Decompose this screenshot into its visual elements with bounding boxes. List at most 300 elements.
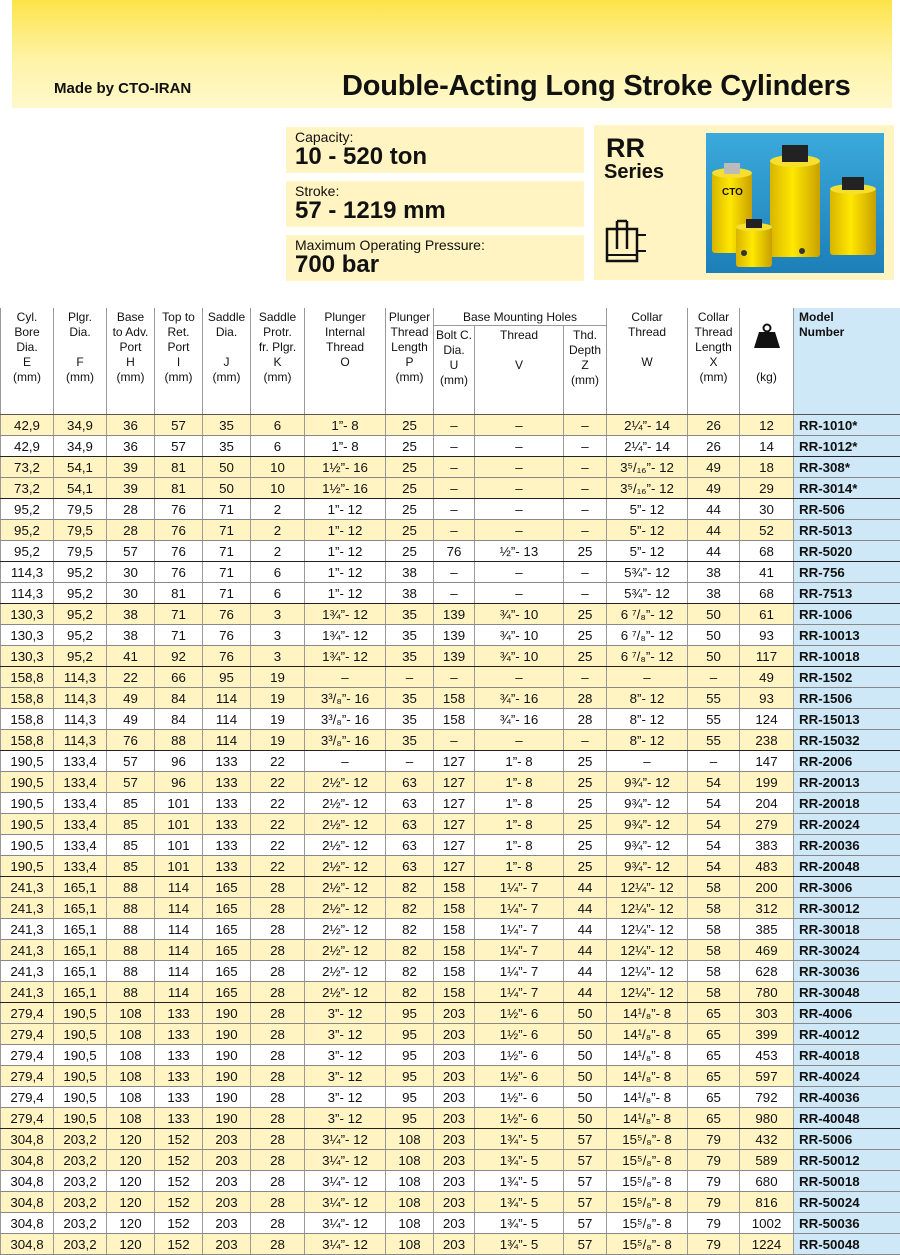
cell-mount-thread: 1¼”- 7 <box>475 898 564 919</box>
cell-base-to-adv-port: 28 <box>107 520 155 541</box>
cell-thread-depth: 44 <box>564 898 607 919</box>
table-row <box>1 1192 900 1213</box>
cell-model-number: RR-40024 <box>794 1066 900 1087</box>
table-row <box>1 919 900 940</box>
cell-mount-thread: 1½”- 6 <box>475 1045 564 1066</box>
cell-mount-thread: 1½”- 6 <box>475 1003 564 1024</box>
cell-model-number: RR-40036 <box>794 1087 900 1108</box>
cell-saddle-dia: 203 <box>203 1213 251 1234</box>
col-header-line: (mm) <box>564 373 606 388</box>
cell-saddle-protr: 28 <box>251 1150 305 1171</box>
col-header-plunger-thread-length <box>386 308 434 415</box>
cell-saddle-protr: 28 <box>251 1045 305 1066</box>
cell-base-to-adv-port: 120 <box>107 1234 155 1255</box>
cell-bolt-circle-dia: 203 <box>434 1129 475 1150</box>
cell-plunger-internal-thread: 3”- 12 <box>305 1087 386 1108</box>
cell-mount-thread: 1”- 8 <box>475 772 564 793</box>
cell-bore-dia: 241,3 <box>1 877 54 898</box>
col-header-line: X <box>688 355 739 370</box>
cell-bore-dia: 42,9 <box>1 436 54 457</box>
cell-top-to-ret-port: 76 <box>155 499 203 520</box>
col-header-line: fr. Plgr. <box>251 340 304 355</box>
cell-bolt-circle-dia: 158 <box>434 688 475 709</box>
cell-model-number: RR-5013 <box>794 520 900 541</box>
cell-weight: 312 <box>740 898 794 919</box>
cell-saddle-protr: 10 <box>251 478 305 499</box>
cell-bore-dia: 279,4 <box>1 1066 54 1087</box>
cell-plunger-dia: 95,2 <box>54 604 107 625</box>
cell-plunger-internal-thread: 2½”- 12 <box>305 877 386 898</box>
cell-plunger-internal-thread: 3¼”- 12 <box>305 1150 386 1171</box>
cell-collar-thread: 9¾”- 12 <box>607 856 688 877</box>
cell-base-to-adv-port: 57 <box>107 541 155 562</box>
cell-bore-dia: 42,9 <box>1 415 54 436</box>
table-row <box>1 793 900 814</box>
cell-model-number: RR-50048 <box>794 1234 900 1255</box>
cell-plunger-internal-thread: 3”- 12 <box>305 1024 386 1045</box>
table-row <box>1 898 900 919</box>
cell-weight: 68 <box>740 541 794 562</box>
cell-saddle-dia: 76 <box>203 604 251 625</box>
cell-base-to-adv-port: 85 <box>107 793 155 814</box>
col-header-line: Depth <box>564 343 606 358</box>
table-row <box>1 940 900 961</box>
cell-collar-thread: 12¼”- 12 <box>607 940 688 961</box>
table-row <box>1 730 900 751</box>
cell-bore-dia: 190,5 <box>1 793 54 814</box>
cell-plunger-dia: 165,1 <box>54 940 107 961</box>
col-header-line <box>475 343 563 358</box>
cell-base-to-adv-port: 120 <box>107 1129 155 1150</box>
cell-bolt-circle-dia: 127 <box>434 772 475 793</box>
cell-mount-thread: – <box>475 583 564 604</box>
cell-top-to-ret-port: 81 <box>155 478 203 499</box>
cell-bolt-circle-dia: – <box>434 583 475 604</box>
cell-weight: 124 <box>740 709 794 730</box>
cell-bore-dia: 130,3 <box>1 604 54 625</box>
cell-collar-thread-length: 49 <box>688 457 740 478</box>
col-header-model-number <box>794 308 900 415</box>
cell-bolt-circle-dia: 158 <box>434 709 475 730</box>
cell-saddle-protr: 28 <box>251 940 305 961</box>
cell-weight: 980 <box>740 1108 794 1129</box>
cell-bolt-circle-dia: 127 <box>434 793 475 814</box>
col-header-line: Thread <box>386 325 433 340</box>
cell-base-to-adv-port: 88 <box>107 982 155 1003</box>
cell-saddle-protr: 28 <box>251 961 305 982</box>
col-header-top-to-ret-port <box>155 308 203 415</box>
cell-weight: 469 <box>740 940 794 961</box>
cell-bolt-circle-dia: 158 <box>434 982 475 1003</box>
cell-plunger-internal-thread: 3¼”- 12 <box>305 1213 386 1234</box>
cell-top-to-ret-port: 81 <box>155 457 203 478</box>
cell-plunger-dia: 79,5 <box>54 541 107 562</box>
cell-bore-dia: 190,5 <box>1 772 54 793</box>
cell-saddle-dia: 165 <box>203 919 251 940</box>
cell-top-to-ret-port: 152 <box>155 1150 203 1171</box>
cell-bolt-circle-dia: 203 <box>434 1192 475 1213</box>
cell-plunger-dia: 165,1 <box>54 919 107 940</box>
cell-plunger-internal-thread: – <box>305 667 386 688</box>
cell-bore-dia: 279,4 <box>1 1003 54 1024</box>
header-row <box>1 308 900 326</box>
cell-collar-thread: 5”- 12 <box>607 499 688 520</box>
cell-top-to-ret-port: 152 <box>155 1129 203 1150</box>
col-header-line: V <box>475 358 563 373</box>
cell-thread-depth: – <box>564 667 607 688</box>
cell-plunger-thread-length: 63 <box>386 835 434 856</box>
table-row <box>1 499 900 520</box>
cell-weight: 780 <box>740 982 794 1003</box>
cell-plunger-thread-length: 95 <box>386 1003 434 1024</box>
cell-saddle-dia: 190 <box>203 1108 251 1129</box>
cell-saddle-protr: 19 <box>251 730 305 751</box>
cell-mount-thread: 1¼”- 7 <box>475 877 564 898</box>
cell-top-to-ret-port: 114 <box>155 877 203 898</box>
cell-weight: 385 <box>740 919 794 940</box>
cell-plunger-internal-thread: 1”- 12 <box>305 562 386 583</box>
cell-plunger-thread-length: 25 <box>386 415 434 436</box>
cell-top-to-ret-port: 152 <box>155 1192 203 1213</box>
cell-bore-dia: 95,2 <box>1 541 54 562</box>
cell-weight: 303 <box>740 1003 794 1024</box>
col-header-line: Port <box>155 340 202 355</box>
cell-bolt-circle-dia: – <box>434 478 475 499</box>
table-row <box>1 856 900 877</box>
col-header-line <box>740 355 793 370</box>
table-row <box>1 1213 900 1234</box>
cell-base-to-adv-port: 120 <box>107 1171 155 1192</box>
cell-bolt-circle-dia: 203 <box>434 1066 475 1087</box>
cell-base-to-adv-port: 85 <box>107 856 155 877</box>
col-header-line: Ret. <box>155 325 202 340</box>
cell-bolt-circle-dia: – <box>434 499 475 520</box>
col-header-line: Bolt C. <box>434 328 474 343</box>
cell-thread-depth: – <box>564 415 607 436</box>
cell-plunger-dia: 133,4 <box>54 814 107 835</box>
pressure-label: Maximum Operating Pressure: <box>295 237 485 253</box>
cell-mount-thread: 1½”- 6 <box>475 1087 564 1108</box>
cell-plunger-dia: 54,1 <box>54 478 107 499</box>
cell-model-number: RR-20036 <box>794 835 900 856</box>
cell-plunger-thread-length: 25 <box>386 520 434 541</box>
col-header-line: (mm) <box>386 370 433 385</box>
col-header-line: Dia. <box>434 343 474 358</box>
cell-thread-depth: 25 <box>564 646 607 667</box>
cell-top-to-ret-port: 133 <box>155 1045 203 1066</box>
cell-thread-depth: 25 <box>564 814 607 835</box>
cell-saddle-dia: 203 <box>203 1150 251 1171</box>
cell-plunger-thread-length: 35 <box>386 688 434 709</box>
cell-base-to-adv-port: 49 <box>107 688 155 709</box>
cell-model-number: RR-5006 <box>794 1129 900 1150</box>
cell-top-to-ret-port: 57 <box>155 415 203 436</box>
cell-thread-depth: 25 <box>564 604 607 625</box>
cell-plunger-dia: 203,2 <box>54 1234 107 1255</box>
cell-model-number: RR-4006 <box>794 1003 900 1024</box>
cell-bolt-circle-dia: 203 <box>434 1087 475 1108</box>
cell-bolt-circle-dia: 127 <box>434 814 475 835</box>
cell-plunger-dia: 133,4 <box>54 856 107 877</box>
col-header-line: Saddle <box>251 310 304 325</box>
cell-mount-thread: 1¼”- 7 <box>475 919 564 940</box>
cell-collar-thread: 8”- 12 <box>607 730 688 751</box>
cell-plunger-internal-thread: 3³/₈”- 16 <box>305 688 386 709</box>
cell-bolt-circle-dia: 203 <box>434 1108 475 1129</box>
cell-collar-thread: 12¼”- 12 <box>607 877 688 898</box>
cell-top-to-ret-port: 152 <box>155 1213 203 1234</box>
cell-bolt-circle-dia: 76 <box>434 541 475 562</box>
cell-plunger-thread-length: 35 <box>386 730 434 751</box>
cell-model-number: RR-40048 <box>794 1108 900 1129</box>
cell-collar-thread-length: – <box>688 667 740 688</box>
cell-saddle-dia: 190 <box>203 1024 251 1045</box>
cell-thread-depth: 50 <box>564 1003 607 1024</box>
cell-plunger-internal-thread: 2½”- 12 <box>305 856 386 877</box>
cell-collar-thread-length: 38 <box>688 583 740 604</box>
table-row <box>1 982 900 1003</box>
cell-plunger-thread-length: 108 <box>386 1150 434 1171</box>
cell-plunger-internal-thread: 1½”- 16 <box>305 478 386 499</box>
col-header-plunger-internal-thread <box>305 308 386 415</box>
cell-thread-depth: 44 <box>564 940 607 961</box>
cell-model-number: RR-20024 <box>794 814 900 835</box>
cell-plunger-thread-length: 63 <box>386 814 434 835</box>
cell-weight: 29 <box>740 478 794 499</box>
cell-bore-dia: 114,3 <box>1 562 54 583</box>
cell-plunger-internal-thread: 2½”- 12 <box>305 919 386 940</box>
col-header-line: (mm) <box>203 370 250 385</box>
cell-weight: 147 <box>740 751 794 772</box>
col-header-line: Dia. <box>203 325 250 340</box>
cell-collar-thread-length: 55 <box>688 688 740 709</box>
cell-weight: 52 <box>740 520 794 541</box>
cell-base-to-adv-port: 88 <box>107 877 155 898</box>
cell-saddle-dia: 190 <box>203 1045 251 1066</box>
cell-bore-dia: 241,3 <box>1 898 54 919</box>
cell-collar-thread-length: 26 <box>688 436 740 457</box>
cell-bore-dia: 241,3 <box>1 940 54 961</box>
cell-saddle-dia: 71 <box>203 520 251 541</box>
cell-model-number: RR-30036 <box>794 961 900 982</box>
cell-collar-thread: 9¾”- 12 <box>607 793 688 814</box>
cell-saddle-protr: 2 <box>251 499 305 520</box>
cell-plunger-thread-length: 25 <box>386 457 434 478</box>
cell-bolt-circle-dia: 127 <box>434 751 475 772</box>
table-row <box>1 646 900 667</box>
cell-thread-depth: 44 <box>564 919 607 940</box>
table-row <box>1 1150 900 1171</box>
cell-collar-thread: 12¼”- 12 <box>607 961 688 982</box>
cell-saddle-dia: 203 <box>203 1171 251 1192</box>
cell-bolt-circle-dia: 127 <box>434 856 475 877</box>
col-header-line: Bore <box>1 325 53 340</box>
cell-plunger-dia: 165,1 <box>54 898 107 919</box>
cell-collar-thread-length: 54 <box>688 835 740 856</box>
cell-plunger-dia: 203,2 <box>54 1192 107 1213</box>
cell-collar-thread-length: 58 <box>688 877 740 898</box>
cell-saddle-protr: 28 <box>251 1129 305 1150</box>
cell-plunger-thread-length: 82 <box>386 898 434 919</box>
cell-plunger-internal-thread: 1”- 12 <box>305 520 386 541</box>
cell-bore-dia: 279,4 <box>1 1087 54 1108</box>
cell-weight: 399 <box>740 1024 794 1045</box>
col-header-line <box>799 355 900 370</box>
brand-label: Made by CTO-IRAN <box>54 80 191 97</box>
cell-bolt-circle-dia: – <box>434 457 475 478</box>
col-header-line: (kg) <box>740 370 793 385</box>
cell-collar-thread: 5”- 12 <box>607 520 688 541</box>
cell-plunger-dia: 79,5 <box>54 520 107 541</box>
cell-model-number: RR-1006 <box>794 604 900 625</box>
cell-base-to-adv-port: 39 <box>107 478 155 499</box>
cell-base-to-adv-port: 85 <box>107 814 155 835</box>
cell-saddle-protr: 28 <box>251 1108 305 1129</box>
cell-weight: 628 <box>740 961 794 982</box>
cell-top-to-ret-port: 81 <box>155 583 203 604</box>
cell-collar-thread: 15⁵/₈”- 8 <box>607 1150 688 1171</box>
col-header-collar-thread-length <box>688 308 740 415</box>
cell-plunger-thread-length: 108 <box>386 1234 434 1255</box>
col-header-weight <box>740 308 794 415</box>
cell-thread-depth: 28 <box>564 709 607 730</box>
cell-weight: 61 <box>740 604 794 625</box>
cell-mount-thread: 1”- 8 <box>475 856 564 877</box>
cell-plunger-internal-thread: 2½”- 12 <box>305 898 386 919</box>
cell-saddle-dia: 71 <box>203 499 251 520</box>
table-row <box>1 625 900 646</box>
cell-saddle-protr: 28 <box>251 1213 305 1234</box>
cell-mount-thread: 1¼”- 7 <box>475 961 564 982</box>
cell-plunger-internal-thread: 2½”- 12 <box>305 961 386 982</box>
cell-plunger-internal-thread: 1¾”- 12 <box>305 646 386 667</box>
cell-model-number: RR-1502 <box>794 667 900 688</box>
cell-saddle-dia: 190 <box>203 1003 251 1024</box>
stroke-value: 57 - 1219 mm <box>295 197 446 225</box>
cell-top-to-ret-port: 133 <box>155 1087 203 1108</box>
cell-bolt-circle-dia: 203 <box>434 1150 475 1171</box>
cell-saddle-dia: 95 <box>203 667 251 688</box>
cell-saddle-dia: 165 <box>203 982 251 1003</box>
cell-saddle-dia: 203 <box>203 1234 251 1255</box>
cell-collar-thread: 14¹/₈”- 8 <box>607 1003 688 1024</box>
capacity-label: Capacity: <box>295 129 353 145</box>
cell-saddle-protr: 3 <box>251 646 305 667</box>
cell-saddle-protr: 22 <box>251 856 305 877</box>
table-row <box>1 415 900 436</box>
col-header-line: Thd. <box>564 328 606 343</box>
cell-saddle-protr: 6 <box>251 415 305 436</box>
cell-weight: 117 <box>740 646 794 667</box>
col-header-line: Collar <box>607 310 687 325</box>
cell-plunger-internal-thread: 3³/₈”- 16 <box>305 730 386 751</box>
col-header-line: H <box>107 355 154 370</box>
col-header-saddle-protr <box>251 308 305 415</box>
table-row <box>1 1087 900 1108</box>
table-row <box>1 667 900 688</box>
table-row <box>1 1003 900 1024</box>
cell-plunger-thread-length: 35 <box>386 646 434 667</box>
cell-weight: 199 <box>740 772 794 793</box>
cell-plunger-dia: 165,1 <box>54 877 107 898</box>
cell-saddle-protr: 22 <box>251 835 305 856</box>
cell-bolt-circle-dia: 158 <box>434 919 475 940</box>
cell-plunger-internal-thread: 1¾”- 12 <box>305 625 386 646</box>
cell-mount-thread: ¾”- 16 <box>475 709 564 730</box>
cell-collar-thread: 8”- 12 <box>607 709 688 730</box>
cell-thread-depth: 57 <box>564 1213 607 1234</box>
cell-bolt-circle-dia: 203 <box>434 1024 475 1045</box>
cell-collar-thread: 9¾”- 12 <box>607 835 688 856</box>
cell-saddle-protr: 28 <box>251 898 305 919</box>
cell-thread-depth: 25 <box>564 856 607 877</box>
cell-model-number: RR-756 <box>794 562 900 583</box>
cell-bore-dia: 241,3 <box>1 961 54 982</box>
cell-collar-thread-length: 44 <box>688 499 740 520</box>
cell-model-number: RR-1010* <box>794 415 900 436</box>
cell-plunger-thread-length: – <box>386 667 434 688</box>
series-code: RR <box>606 133 645 164</box>
pressure-value: 700 bar <box>295 251 379 279</box>
cell-collar-thread-length: 38 <box>688 562 740 583</box>
cell-saddle-dia: 165 <box>203 898 251 919</box>
col-header-line: Length <box>386 340 433 355</box>
col-header-line: (mm) <box>155 370 202 385</box>
cell-weight: 18 <box>740 457 794 478</box>
cell-saddle-dia: 35 <box>203 436 251 457</box>
cell-plunger-thread-length: 63 <box>386 856 434 877</box>
cell-plunger-dia: 133,4 <box>54 793 107 814</box>
cell-plunger-internal-thread: 1”- 12 <box>305 499 386 520</box>
cell-plunger-dia: 165,1 <box>54 982 107 1003</box>
cell-bore-dia: 95,2 <box>1 520 54 541</box>
cell-thread-depth: 44 <box>564 877 607 898</box>
cell-plunger-dia: 165,1 <box>54 961 107 982</box>
cell-collar-thread-length: 55 <box>688 709 740 730</box>
col-group-base-mounting-holes: Base Mounting Holes <box>434 308 607 326</box>
cell-collar-thread-length: 50 <box>688 625 740 646</box>
cell-saddle-dia: 203 <box>203 1192 251 1213</box>
cell-bore-dia: 158,8 <box>1 688 54 709</box>
table-row <box>1 1171 900 1192</box>
cell-thread-depth: – <box>564 520 607 541</box>
table-row <box>1 751 900 772</box>
cell-mount-thread: ¾”- 16 <box>475 688 564 709</box>
col-header-line: Internal <box>305 325 385 340</box>
table-row <box>1 961 900 982</box>
cell-model-number: RR-15013 <box>794 709 900 730</box>
cell-plunger-internal-thread: 3¼”- 12 <box>305 1171 386 1192</box>
cell-collar-thread-length: 79 <box>688 1171 740 1192</box>
cell-thread-depth: – <box>564 478 607 499</box>
cell-bore-dia: 279,4 <box>1 1024 54 1045</box>
col-header-line: Dia. <box>1 340 53 355</box>
cell-saddle-protr: 3 <box>251 604 305 625</box>
cell-base-to-adv-port: 38 <box>107 625 155 646</box>
cell-collar-thread-length: 79 <box>688 1192 740 1213</box>
cell-mount-thread: 1”- 8 <box>475 835 564 856</box>
cell-mount-thread: 1¾”- 5 <box>475 1150 564 1171</box>
cell-collar-thread: 9¾”- 12 <box>607 814 688 835</box>
cell-plunger-internal-thread: 2½”- 12 <box>305 814 386 835</box>
col-header-line: Plgr. <box>54 310 106 325</box>
cell-saddle-dia: 203 <box>203 1129 251 1150</box>
cell-saddle-protr: 6 <box>251 583 305 604</box>
cell-bore-dia: 190,5 <box>1 814 54 835</box>
cell-collar-thread: 15⁵/₈”- 8 <box>607 1192 688 1213</box>
col-header-plunger-dia <box>54 308 107 415</box>
cell-model-number: RR-40012 <box>794 1024 900 1045</box>
